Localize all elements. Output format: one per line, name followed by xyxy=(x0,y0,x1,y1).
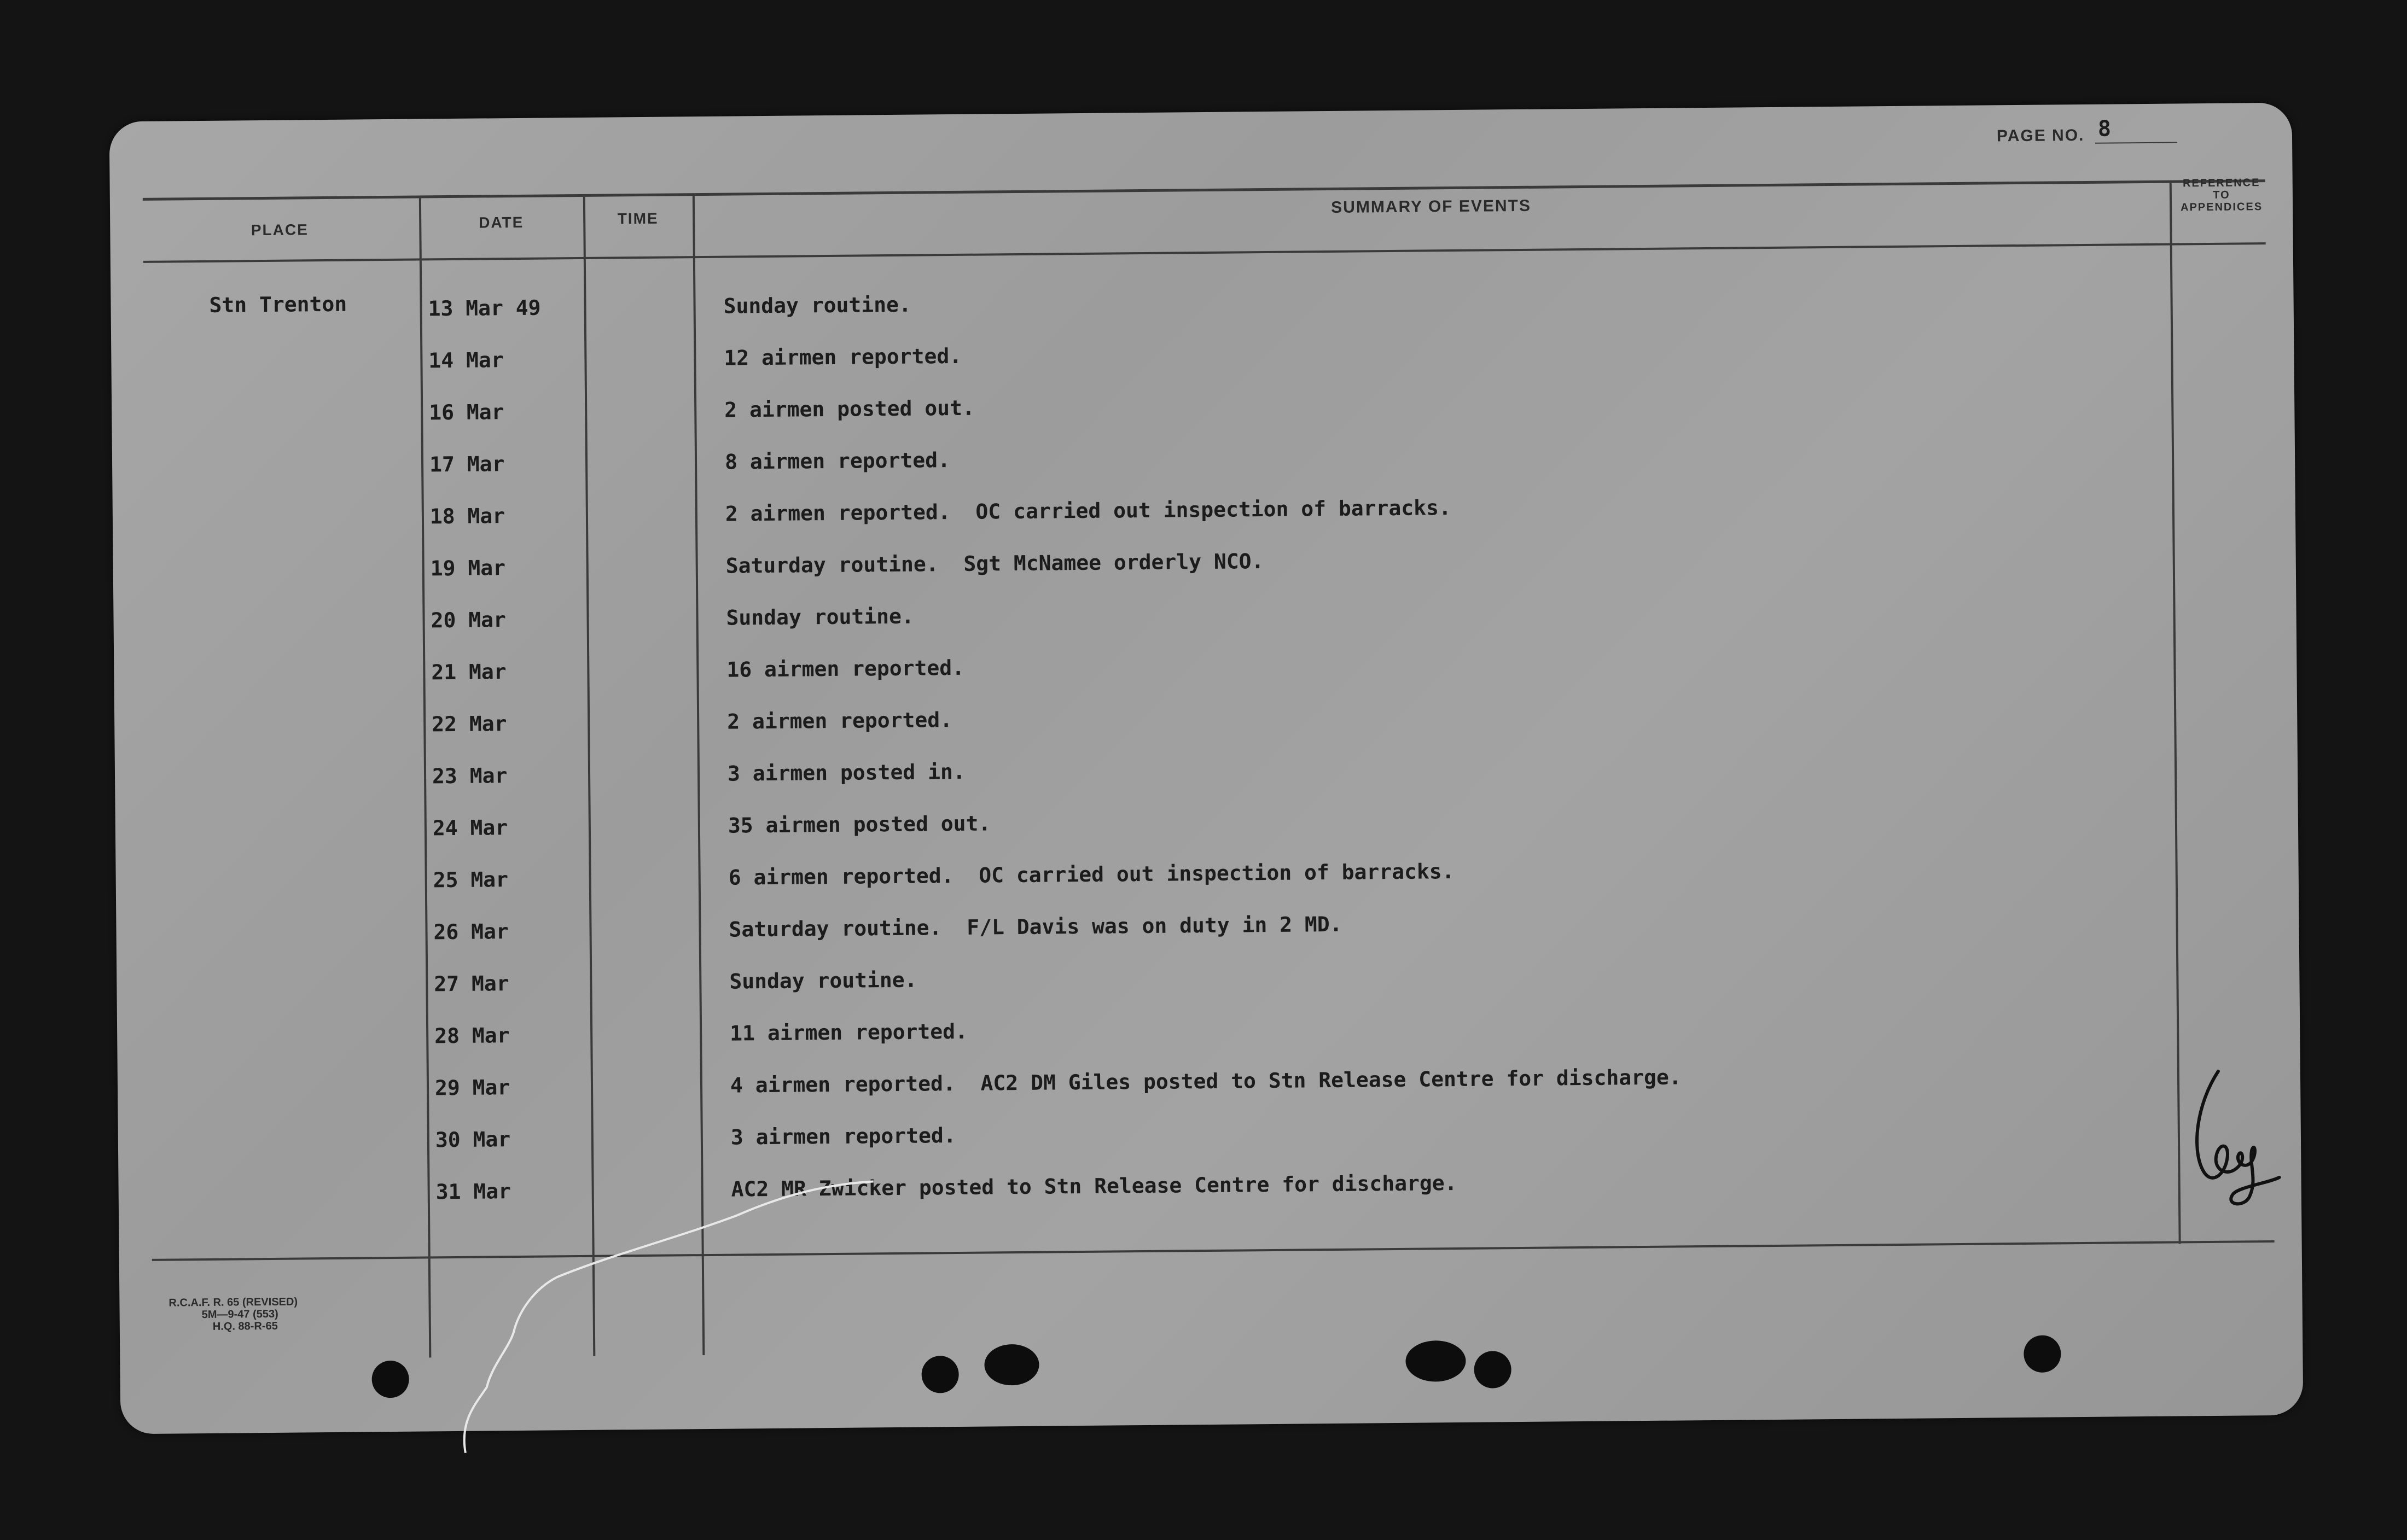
diary-entry-row xyxy=(113,587,2296,650)
entry-date: 28 Mar xyxy=(434,1023,510,1048)
diary-entry-row xyxy=(112,379,2295,442)
entry-date: 24 Mar xyxy=(432,815,508,841)
column-header-place: PLACE xyxy=(251,221,309,239)
entry-event: 11 airmen reported. xyxy=(730,1019,968,1046)
entry-event: 3 airmen reported. xyxy=(730,1123,956,1150)
diary-entry-row xyxy=(117,1002,2300,1065)
entry-event: 2 airmen reported. OC carried out inspection of barracks. xyxy=(725,495,1451,526)
entry-date: 29 Mar xyxy=(434,1075,510,1100)
page-no-label: PAGE NO. xyxy=(1996,126,2085,145)
page-no-value: 8 xyxy=(2097,116,2112,142)
binder-hole xyxy=(1474,1351,1511,1389)
entry-date: 17 Mar xyxy=(429,452,505,477)
entry-event: AC2 MR Zwicker posted to Stn Release Centre for discharge. xyxy=(731,1171,1457,1201)
entry-date: 18 Mar xyxy=(429,504,505,529)
diary-entry-row xyxy=(114,691,2298,754)
entry-date: 21 Mar xyxy=(431,660,507,685)
form-footer-line1: R.C.A.F. R. 65 (REVISED) xyxy=(168,1296,298,1309)
entry-date: 23 Mar xyxy=(432,763,508,789)
entry-event: 4 airmen reported. AC2 DM Giles posted to Stn Release Centre for discharge. xyxy=(730,1065,1682,1098)
entry-date: 19 Mar xyxy=(430,556,506,581)
entry-date: 16 Mar xyxy=(429,400,504,425)
column-header-summary: SUMMARY OF EVENTS xyxy=(1331,196,1532,217)
entry-event: Saturday routine. Sgt McNamee orderly NCO. xyxy=(725,549,1264,578)
entry-event: 8 airmen reported. xyxy=(724,448,951,474)
diary-entry-row xyxy=(115,795,2299,858)
diary-entry-row xyxy=(118,1106,2301,1169)
entry-date: 31 Mar xyxy=(435,1179,511,1204)
diary-entry-row xyxy=(115,847,2299,909)
diary-entry-row xyxy=(113,535,2296,598)
column-header-date: DATE xyxy=(479,213,524,231)
form-footer-line2: 5M—9-47 (553) xyxy=(201,1308,278,1321)
diary-entry-row xyxy=(117,950,2300,1013)
diary-entry-row xyxy=(113,483,2296,546)
header-bottom-rule xyxy=(143,242,2266,263)
entry-event: 2 airmen reported. xyxy=(727,708,953,734)
entry-date: 13 Mar 49 xyxy=(428,295,541,321)
signature-text: Gig xyxy=(2185,1060,2187,1061)
binder-hole xyxy=(1405,1340,1466,1382)
binder-hole xyxy=(2024,1335,2061,1373)
binder-hole xyxy=(371,1361,409,1398)
entry-event: 16 airmen reported. xyxy=(726,655,965,682)
entry-event: 12 airmen reported. xyxy=(724,343,962,370)
entry-event: Sunday routine. xyxy=(726,604,914,630)
entry-date: 20 Mar xyxy=(431,608,507,633)
entry-event: 6 airmen reported. OC carried out inspection of barracks. xyxy=(728,859,1455,890)
entry-date: 30 Mar xyxy=(435,1127,511,1152)
entry-date: 27 Mar xyxy=(434,971,509,996)
diary-entry-row xyxy=(116,899,2299,961)
binder-hole xyxy=(984,1344,1039,1386)
diary-entry-row xyxy=(118,1054,2301,1117)
entry-event: Sunday routine. xyxy=(723,292,911,318)
entry-date: 25 Mar xyxy=(433,867,509,892)
entry-date: 26 Mar xyxy=(433,919,509,944)
place-value: Stn Trenton xyxy=(209,291,347,317)
diary-entry-row xyxy=(114,639,2297,702)
entry-event: 2 airmen posted out. xyxy=(724,395,975,422)
entry-event: 35 airmen posted out. xyxy=(728,811,991,838)
page-no-underline xyxy=(2095,142,2177,143)
form-footer xyxy=(168,1296,298,1333)
entry-date: 22 Mar xyxy=(432,711,507,737)
column-header-time: TIME xyxy=(617,209,659,228)
entry-event: 3 airmen posted in. xyxy=(727,759,966,786)
entry-date: 14 Mar xyxy=(428,348,504,373)
entry-event: Saturday routine. F/L Davis was on duty in 2 MD. xyxy=(729,912,1342,942)
form-footer-line3: H.Q. 88-R-65 xyxy=(212,1320,278,1333)
signature xyxy=(2185,1060,2296,1214)
daily-diary-form xyxy=(109,103,2304,1434)
diary-entry-row xyxy=(111,275,2294,338)
diary-entry-row xyxy=(111,327,2294,390)
column-header-reference: REFERENCE TO APPENDICES xyxy=(2181,177,2263,214)
entry-event: Sunday routine. xyxy=(729,967,917,994)
paper-tear xyxy=(326,1164,930,1454)
binder-hole xyxy=(921,1356,959,1393)
diary-entry-row xyxy=(112,431,2295,494)
diary-entry-row xyxy=(115,743,2298,806)
